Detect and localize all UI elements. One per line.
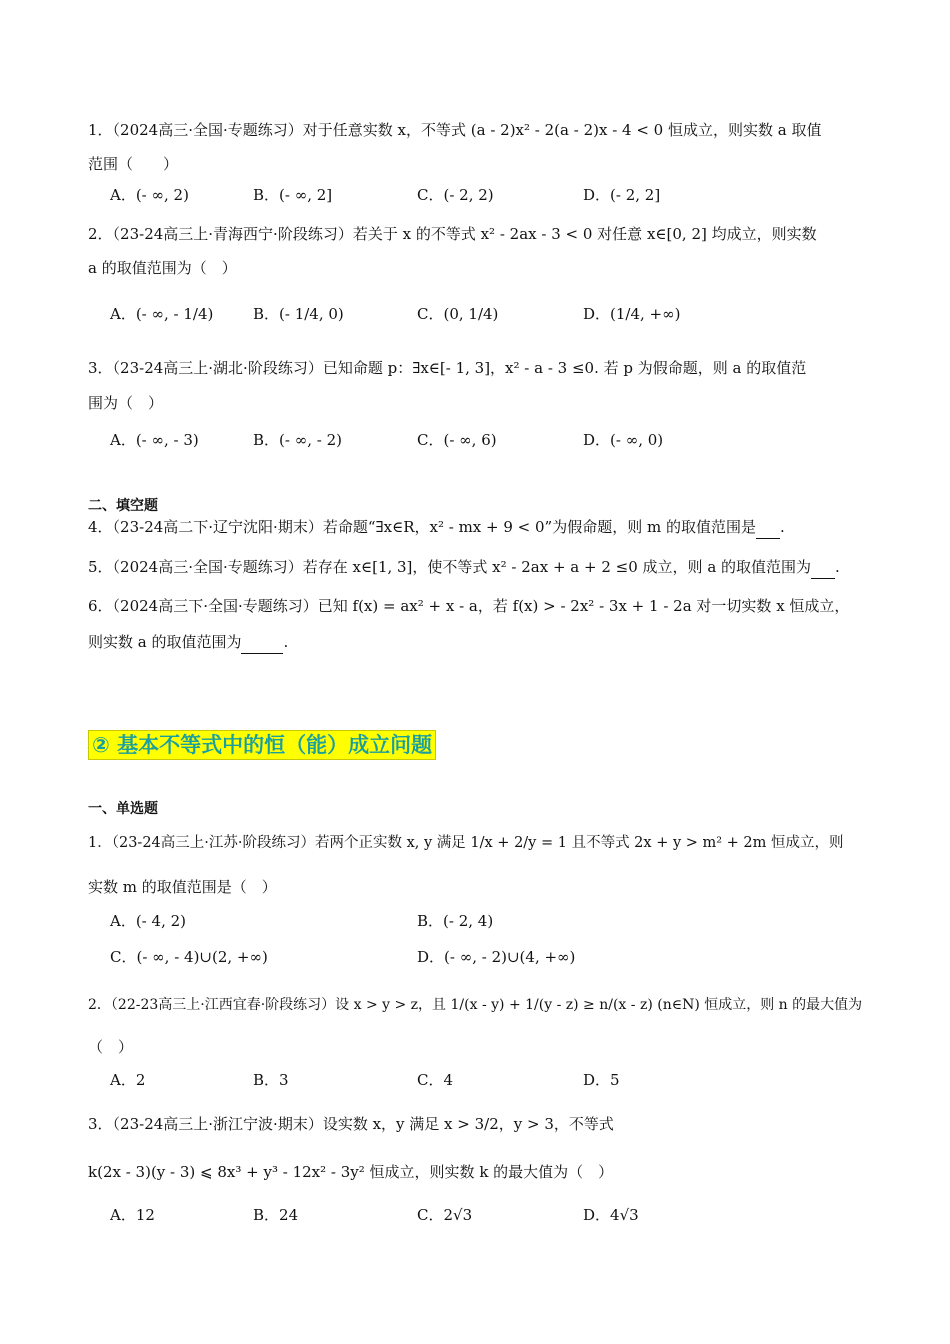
p2-q3-stem: 3．（23-24高三上·浙江宁波·期末）设实数 x，y 满足 x > 3/2，y > 3，不等式 <box>88 1115 614 1133</box>
section-banner: ② 基本不等式中的恒（能）成立问题 <box>88 730 436 760</box>
q5-answer-blank[interactable] <box>811 556 835 579</box>
p2-q3-option-d[interactable]: D．4√3 <box>583 1206 639 1224</box>
p2-q3-stem-cont: k(2x - 3)(y - 3) ⩽ 8x³ + y³ - 12x² - 3y² 恒成立，则实数 k 的最大值为（ ） <box>88 1163 614 1181</box>
p2-q2-option-b[interactable]: B．3 <box>253 1071 289 1089</box>
q2-option-a[interactable]: A．(- ∞, - 1/4) <box>110 305 214 323</box>
q4-answer-blank[interactable] <box>756 516 780 539</box>
q3-option-c[interactable]: C．(- ∞, 6) <box>417 431 497 449</box>
p2-q1-stem-cont: 实数 m 的取值范围是（ ） <box>88 878 277 896</box>
p2-q2-option-a[interactable]: A．2 <box>110 1071 146 1089</box>
p2-q1-stem: 1．（23-24高三上·江苏·阶段练习）若两个正实数 x, y 满足 1/x + 2/y = 1 且不等式 2x + y > m² + 2m 恒成立，则 <box>88 835 844 851</box>
p2-q1-option-c[interactable]: C．(- ∞, - 4)∪(2, +∞) <box>110 948 268 966</box>
q1-stem-cont: 范围（ ） <box>88 155 179 173</box>
p2-q1-option-d[interactable]: D．(- ∞, - 2)∪(4, +∞) <box>417 948 576 966</box>
q5-stem: 5．（2024高三·全国·专题练习）若存在 x∈[1, 3]，使不等式 x² - 2ax + a + 2 ≤0 成立，则 a 的取值范围为 . <box>88 556 860 579</box>
p2-q2-stem-cont: （ ） <box>88 1038 134 1056</box>
q2-option-c[interactable]: C．(0, 1/4) <box>417 305 499 323</box>
q2-option-d[interactable]: D．(1/4, +∞) <box>583 305 681 323</box>
fill-blank-section-title: 二、填空题 <box>88 498 158 514</box>
p2-q3-option-c[interactable]: C．2√3 <box>417 1206 473 1224</box>
p2-q1-option-a[interactable]: A．(- 4, 2) <box>110 912 186 930</box>
q3-option-b[interactable]: B．(- ∞, - 2) <box>253 431 342 449</box>
p2-q2-stem: 2．（22-23高三上·江西宜春·阶段练习）设 x > y > z，且 1/(x - y) + 1/(y - z) ≥ n/(x - z) (n∈N) 恒成立，则 n 的最大值为 <box>88 997 863 1013</box>
q6-text: 则实数 a 的取值范围为 <box>88 633 242 651</box>
q5-text: 5．（2024高三·全国·专题练习）若存在 x∈[1, 3]，使不等式 x² - 2ax + a + 2 ≤0 成立，则 a 的取值范围为 <box>88 558 812 576</box>
q2-stem-cont: a 的取值范围为（ ） <box>88 259 237 277</box>
q6-stem-cont: 则实数 a 的取值范围为 . <box>88 631 860 654</box>
q1-option-a[interactable]: A．(- ∞, 2) <box>110 186 189 204</box>
q4-stem: 4．（23-24高二下·辽宁沈阳·期末）若命题“∃x∈R，x² - mx + 9 < 0”为假命题，则 m 的取值范围是 . <box>88 516 860 539</box>
q1-option-d[interactable]: D．(- 2, 2] <box>583 186 661 204</box>
p2-q3-option-b[interactable]: B．24 <box>253 1206 299 1224</box>
q1-option-b[interactable]: B．(- ∞, 2] <box>253 186 333 204</box>
single-choice-section-title: 一、单选题 <box>88 801 158 817</box>
p2-q2-option-c[interactable]: C．4 <box>417 1071 454 1089</box>
q1-stem: 1．（2024高三·全国·专题练习）对于任意实数 x，不等式 (a - 2)x² - 2(a - 2)x - 4 < 0 恒成立，则实数 a 取值 <box>88 121 822 139</box>
q6-stem: 6．（2024高三下·全国·专题练习）已知 f(x) = ax² + x - a，若 f(x) > - 2x² - 3x + 1 - 2a 对一切实数 x 恒成立， <box>88 597 850 615</box>
q3-stem: 3．（23-24高三上·湖北·阶段练习）已知命题 p：∃x∈[- 1, 3]，x² - a - 3 ≤0. 若 p 为假命题，则 a 的取值范 <box>88 359 807 377</box>
q2-stem: 2．（23-24高三上·青海西宁·阶段练习）若关于 x 的不等式 x² - 2ax - 3 < 0 对任意 x∈[0, 2] 均成立，则实数 <box>88 225 817 243</box>
q3-stem-cont: 围为（ ） <box>88 394 164 412</box>
q1-option-c[interactable]: C．(- 2, 2) <box>417 186 494 204</box>
q4-text: 4．（23-24高二下·辽宁沈阳·期末）若命题“∃x∈R，x² - mx + 9 < 0”为假命题，则 m 的取值范围是 <box>88 518 756 536</box>
q3-option-d[interactable]: D．(- ∞, 0) <box>583 431 664 449</box>
p2-q1-option-b[interactable]: B．(- 2, 4) <box>417 912 494 930</box>
p2-q2-option-d[interactable]: D．5 <box>583 1071 620 1089</box>
p2-q3-option-a[interactable]: A．12 <box>110 1206 155 1224</box>
q2-option-b[interactable]: B．(- 1/4, 0) <box>253 305 344 323</box>
q6-answer-blank[interactable] <box>241 631 283 654</box>
q3-option-a[interactable]: A．(- ∞, - 3) <box>110 431 199 449</box>
